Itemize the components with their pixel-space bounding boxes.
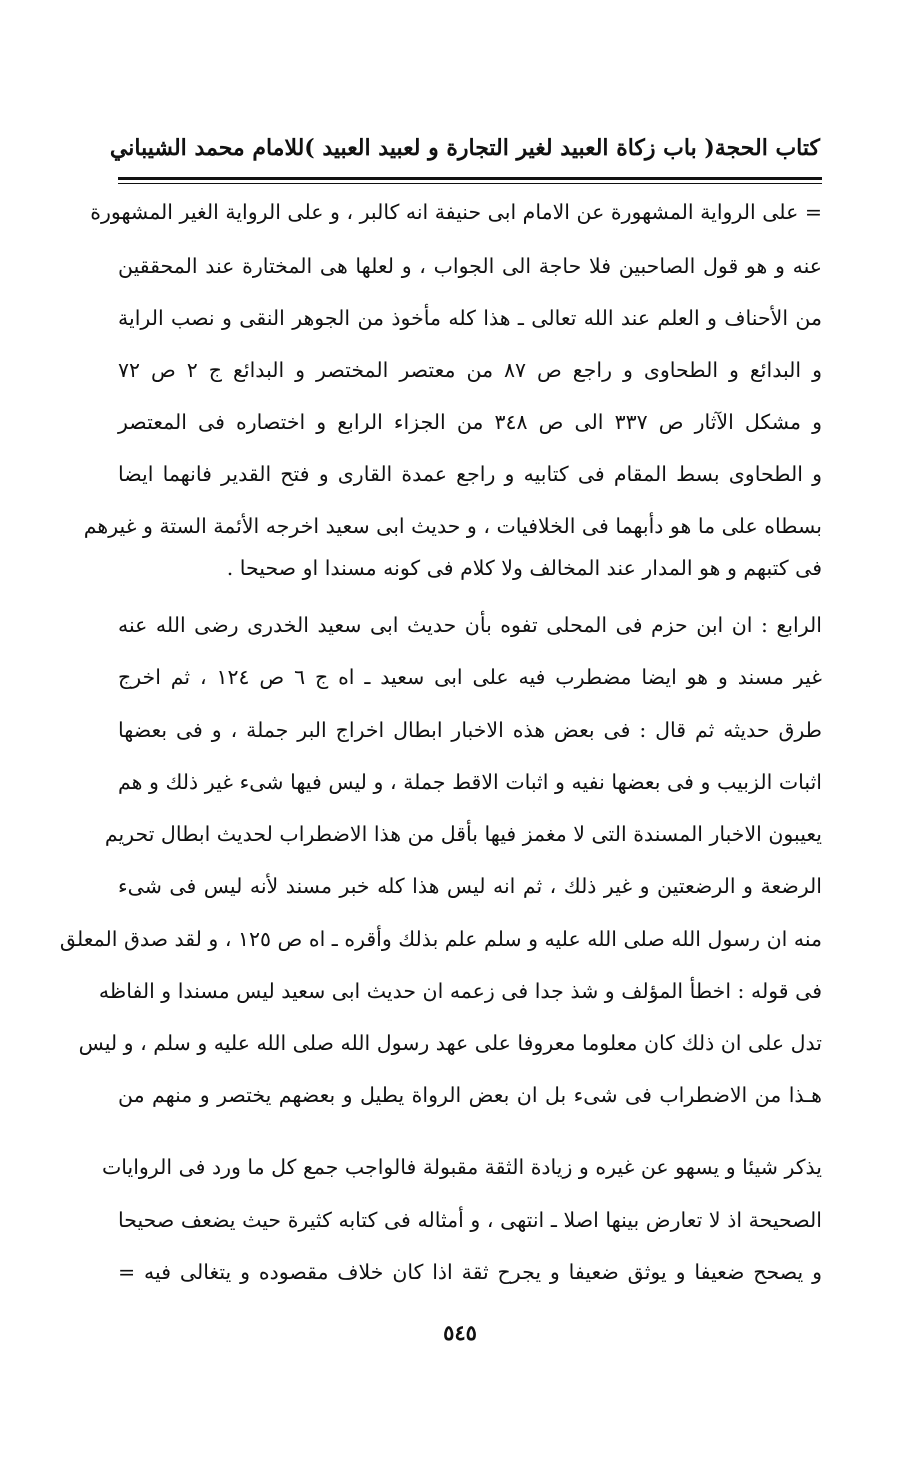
- text-line: يذكر شيئا و يسهو عن غيره و زيادة الثقة مقبولة فالواجب جمع كل ما ورد فى الروايات: [101, 1155, 822, 1179]
- text-line: فى كتبهم و هو المدار عند المخالف ولا كلام فى كونه مسندا او صحيحا .: [226, 556, 822, 580]
- header-chapter-title: ( باب زكاة العبيد لغير التجارة و لعبيد العبيد ): [304, 135, 715, 161]
- text-line: الصحيحة اذ لا تعارض بينها اصلا ـ انتهى ، و أمثاله فى كتابه كثيرة حيث يضعف صحيحا: [118, 1208, 822, 1232]
- text-line: هـذا من الاضطراب فى شىء بل ان بعض الرواة يطيل و بعضهم يختصر و منهم من: [118, 1083, 822, 1107]
- text-line: عنه و هو قول الصاحبين فلا حاجة الى الجواب ، و لعلها هى المختارة عند المحققين: [118, 254, 822, 278]
- header-rule-thick: [118, 177, 822, 180]
- header-author: للامام محمد الشيباني: [109, 135, 305, 161]
- page-number: ٥٤٥: [443, 1320, 477, 1345]
- header-rule-thin: [118, 183, 822, 184]
- text-line: اثبات الزبيب و فى بعضها نفيه و اثبات الاقط جملة ، و ليس فيها شىء غير ذلك و هم: [118, 770, 822, 794]
- text-line: و البدائع و الطحاوى و راجع ص ٨٧ من معتصر المختصر و البدائع ج ٢ ص ٧٢: [118, 358, 822, 382]
- text-line: تدل على ان ذلك كان معلوما معروفا على عهد رسول الله صلى الله عليه و سلم ، و ليس: [78, 1031, 822, 1055]
- text-line: و مشكل الآثار ص ٣٣٧ الى ص ٣٤٨ من الجزاء الرابع و اختصاره فى المعتصر: [118, 410, 822, 434]
- text-line: طرق حديثه ثم قال : فى بعض هذه الاخبار ابطال اخراج البر جملة ، و فى بعضها: [118, 718, 822, 742]
- header-book-title: كتاب الحجة: [714, 135, 820, 161]
- text-line: الرضعة و الرضعتين و غير ذلك ، ثم انه ليس هذا كله خبر مسند لأنه ليس فى شىء: [118, 874, 822, 898]
- text-line: = على الرواية المشهورة عن الامام ابى حنيفة انه كالبر ، و على الرواية الغير المشهورة: [90, 200, 822, 224]
- text-line: من الأحناف و العلم عند الله تعالى ـ هذا كله مأخوذ من الجوهر النقى و نصب الراية: [118, 306, 822, 330]
- running-header: [109, 128, 820, 168]
- text-line: غير مسند و هو ايضا مضطرب فيه على ابى سعيد ـ اه ج ٦ ص ١٢٤ ، ثم اخرج: [118, 665, 822, 689]
- text-line: بسطاه على ما هو دأبهما فى الخلافيات ، و حديث ابى سعيد اخرجه الأئمة الستة و غيرهم: [83, 514, 822, 538]
- text-line: الرابع : ان ابن حزم فى المحلى تفوه بأن حديث ابى سعيد الخدرى رضى الله عنه: [118, 613, 822, 637]
- text-line: و الطحاوى بسط المقام فى كتابيه و راجع عمدة القارى و فتح القدير فانهما ايضا: [118, 462, 822, 486]
- text-line: يعيبون الاخبار المسندة التى لا مغمز فيها بأقل من هذا الاضطراب لحديث ابطال تحريم: [104, 822, 822, 846]
- text-line: و يصحح ضعيفا و يوثق ضعيفا و يجرح ثقة اذا كان خلاف مقصوده و يتغالى فيه =: [118, 1260, 822, 1284]
- text-line: فى قوله : اخطأ المؤلف و شذ جدا فى زعمه ان حديث ابى سعيد ليس مسندا و الفاظه: [98, 979, 822, 1003]
- text-line: منه ان رسول الله صلى الله عليه و سلم علم بذلك وأقره ـ اه ص ١٢٥ ، و لقد صدق المعلق: [59, 927, 822, 951]
